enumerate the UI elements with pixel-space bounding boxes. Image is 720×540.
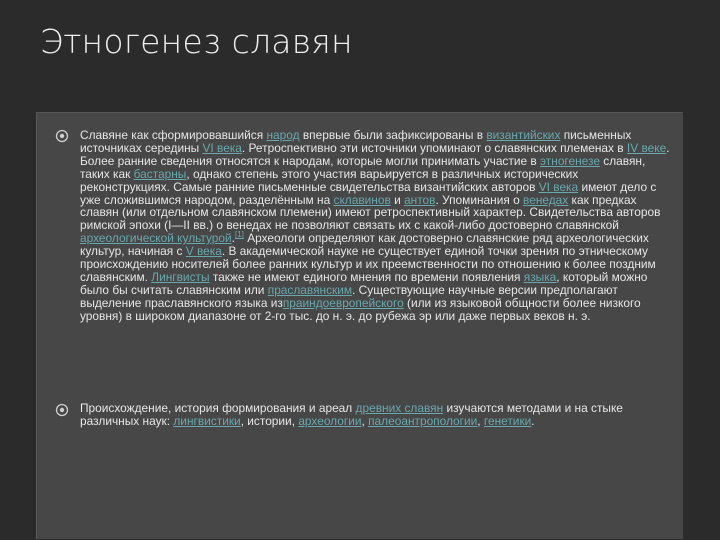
text-run: . Упоминания о — [435, 192, 524, 207]
hyperlink[interactable]: венедах — [523, 192, 569, 207]
text-run: Славяне как сформировавшийся — [80, 128, 267, 142]
text-run: . — [531, 413, 535, 428]
text-run: также не имеют единого мнения по времени появления — [209, 269, 524, 284]
text-run: . Более ранние сведения относятся к народам, которые могли принимать участие в — [80, 140, 670, 168]
hyperlink[interactable]: языка — [523, 269, 557, 284]
text-run: впервые были зафиксированы в — [299, 128, 487, 142]
target-bullet-icon — [55, 129, 69, 143]
text-run: изучаются методами и на стыке различных наук: — [80, 401, 623, 428]
text-run: . — [231, 231, 235, 246]
hyperlink[interactable]: археологической культурой — [80, 231, 232, 246]
text-run: , однако степень этого участия варьируется в различных исторических реконструкциях. Самые ранние письменные свидетельства византийских авторов — [80, 166, 579, 194]
text-run: Происхождение, история формирования и ареал — [80, 401, 356, 415]
hyperlink[interactable]: праславянским — [267, 282, 353, 297]
content-panel — [36, 112, 683, 539]
hyperlink[interactable]: праиндоевропейского — [282, 295, 404, 310]
slide-title: Этногенез славян — [40, 22, 353, 61]
text-run: , — [477, 413, 484, 428]
hyperlink[interactable]: лингвистики — [173, 413, 241, 428]
text-run: имеют дело с уже сложившимся народом, разделённым на — [80, 179, 657, 207]
hyperlink[interactable]: византийских — [486, 128, 561, 142]
hyperlink[interactable]: древних славян — [355, 401, 444, 415]
text-run: , истории, — [240, 413, 299, 428]
text-run: . Существующие научные версии предполагают выделение праславянского языка из — [80, 282, 618, 310]
text-run: и — [390, 192, 405, 207]
text-run: , — [361, 413, 369, 428]
paragraph-origins — [80, 402, 670, 428]
hyperlink[interactable]: V века — [185, 244, 222, 259]
text-run: как предках славян (или отдельном славянском племени) имеют ретроспективный характер. Свидетельства авторов римской эпохи (I—II вв.) о венедах не позволяют связать их с какой-либо достоверно славянской — [80, 192, 661, 233]
hyperlink[interactable]: IV веке — [626, 140, 667, 155]
hyperlink[interactable]: этногенезе — [540, 153, 600, 168]
hyperlink[interactable]: народ — [266, 128, 300, 142]
text-run: . В академической науке не существует единой точки зрения по этническому происхождению носителей более ранних культур и их преемственности по отношению к более поздним славянским. — [80, 244, 656, 284]
hyperlink[interactable]: VI века — [202, 140, 242, 155]
text-run: Археологи определяют как достоверно славянские ряд археологических культур, начиная с — [80, 231, 649, 259]
paragraph-ethnogenesis — [80, 129, 670, 323]
text-run: (или из языковой общности более низкого уровня) в широком диапазоне от 2-го тыс. до н. э. до рубежа эр или даже первых веков н. э. — [80, 295, 641, 323]
text-run: , который можно было бы считать славянским или — [80, 269, 648, 297]
hyperlink[interactable]: антов — [404, 192, 436, 207]
target-bullet-icon — [55, 403, 69, 417]
footnote-link[interactable]: [1] — [234, 230, 244, 240]
hyperlink[interactable]: генетики — [483, 413, 532, 428]
text-run: . Ретроспективно эти источники упоминают о славянских племенах в — [241, 140, 627, 155]
hyperlink[interactable]: бастарны — [133, 166, 187, 181]
hyperlink[interactable]: Лингвисты — [151, 269, 210, 284]
hyperlink[interactable]: палеоантропологии — [368, 413, 478, 428]
hyperlink[interactable]: археологии — [298, 413, 362, 428]
text-run: письменных источниках середины — [80, 128, 632, 155]
hyperlink[interactable]: склавинов — [333, 192, 391, 207]
text-run: славян, таких как — [80, 153, 646, 181]
hyperlink[interactable]: VI века — [538, 179, 579, 194]
